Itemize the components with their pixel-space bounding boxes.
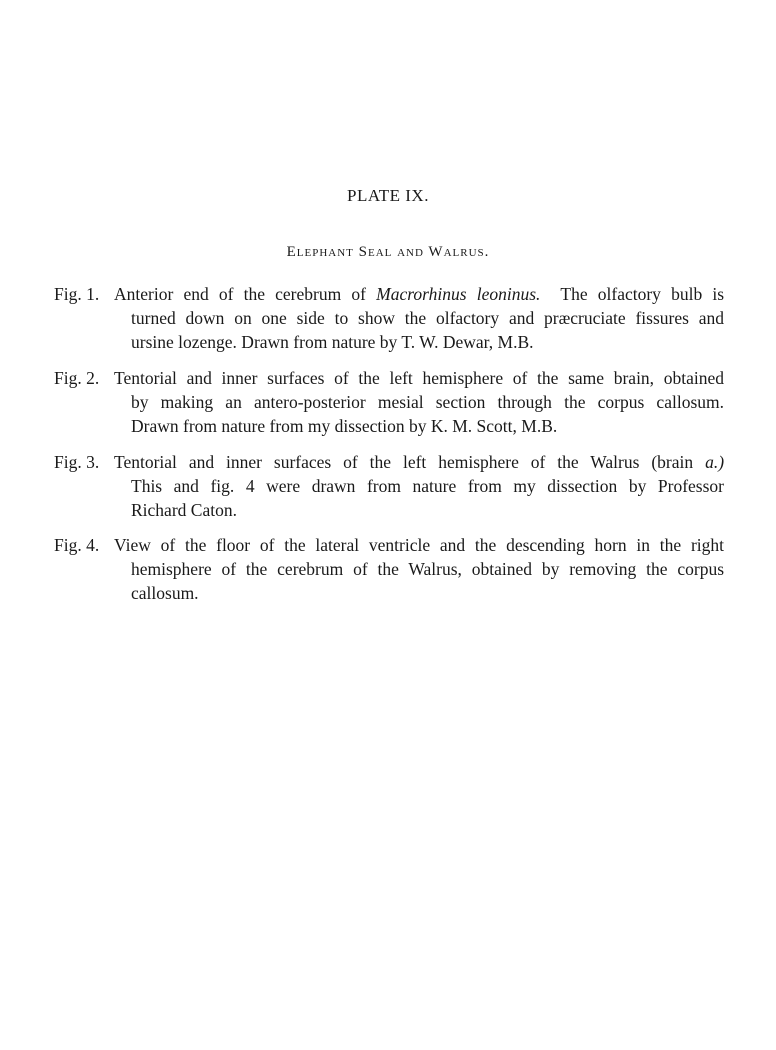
figure-caption-4 xyxy=(54,533,724,605)
figure-caption-1 xyxy=(54,282,724,354)
caption-line: turned down on one side to show the olfactory and præcruciate fissures and xyxy=(131,308,724,328)
plate-subtitle: Elephant Seal and Walrus. xyxy=(286,244,490,260)
figure-caption-3 xyxy=(54,450,724,522)
caption-line: by making an antero-posterior mesial section through the corpus callosum. xyxy=(131,392,724,412)
plate-title: PLATE IX. xyxy=(347,186,429,205)
caption-line: Drawn from nature from my dissection by K. M. Scott, M.B. xyxy=(131,416,558,436)
caption-line: This and fig. 4 were drawn from nature from my dissection by Professor xyxy=(131,476,724,496)
figure-label: Fig. 1. xyxy=(54,284,100,304)
figure-label: Fig. 4. xyxy=(54,535,100,555)
caption-line: Anterior end of the cerebrum of Macrorhinus leoninus. The olfactory bulb is xyxy=(114,284,725,304)
brain-label: a.) xyxy=(705,452,725,472)
caption-line: Tentorial and inner surfaces of the left hemisphere of the Walrus (brain a.) xyxy=(114,452,725,472)
caption-line: ursine lozenge. Drawn from nature by T. W. Dewar, M.B. xyxy=(131,332,534,352)
caption-line: callosum. xyxy=(131,583,199,603)
caption-line: Richard Caton. xyxy=(131,500,237,520)
species-name: Macrorhinus leoninus. xyxy=(376,284,541,304)
figure-label: Fig. 2. xyxy=(54,368,100,388)
caption-line: View of the floor of the lateral ventricle and the descending horn in the right xyxy=(114,535,724,555)
figure-label: Fig. 3. xyxy=(54,452,100,472)
figure-caption-2 xyxy=(54,366,724,438)
caption-line: hemisphere of the cerebrum of the Walrus, obtained by removing the corpus xyxy=(131,559,724,579)
caption-line: Tentorial and inner surfaces of the left hemisphere of the same brain, obtained xyxy=(114,368,724,388)
